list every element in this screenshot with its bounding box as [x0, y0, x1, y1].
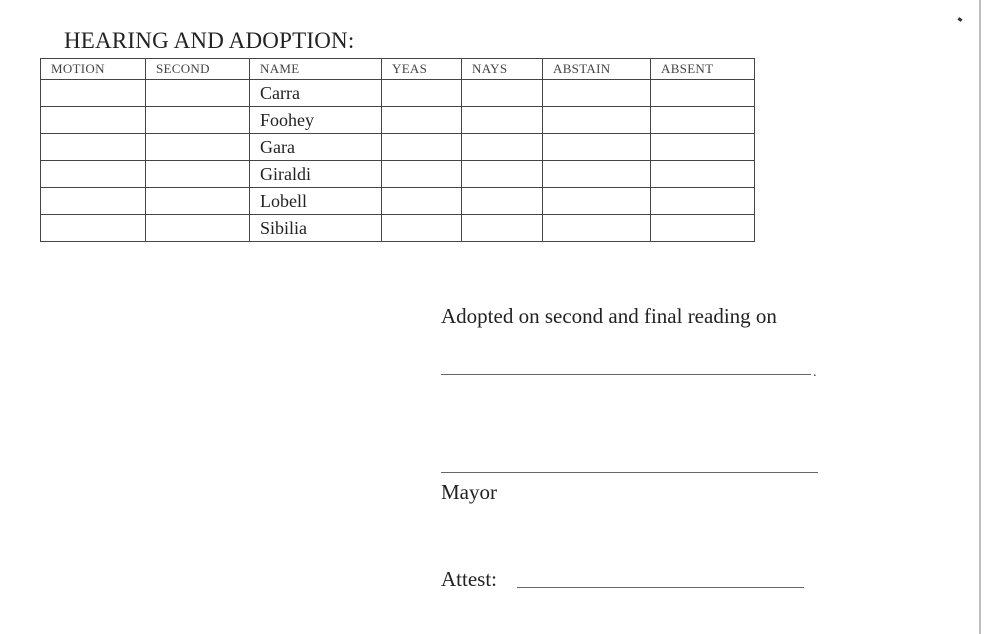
absent-cell[interactable] [651, 188, 755, 215]
adoption-date-line[interactable] [441, 374, 811, 375]
nays-cell[interactable] [462, 80, 543, 107]
motion-cell[interactable] [41, 80, 146, 107]
nays-cell[interactable] [462, 134, 543, 161]
header-nays: NAYS [462, 59, 543, 80]
abstain-cell[interactable] [543, 134, 651, 161]
council-member-name: Foohey [250, 107, 382, 134]
second-cell[interactable] [146, 188, 250, 215]
nays-cell[interactable] [462, 215, 543, 242]
council-member-name: Gara [250, 134, 382, 161]
motion-cell[interactable] [41, 161, 146, 188]
vote-table [40, 58, 755, 242]
yeas-cell[interactable] [382, 188, 462, 215]
scan-speck [958, 17, 963, 22]
motion-cell[interactable] [41, 107, 146, 134]
council-member-name: Carra [250, 80, 382, 107]
council-member-name: Giraldi [250, 161, 382, 188]
adoption-statement: Adopted on second and final reading on [441, 304, 777, 328]
yeas-cell[interactable] [382, 80, 462, 107]
motion-cell[interactable] [41, 215, 146, 242]
second-cell[interactable] [146, 161, 250, 188]
table-row [41, 134, 755, 161]
page-edge [979, 0, 981, 634]
abstain-cell[interactable] [543, 80, 651, 107]
absent-cell[interactable] [651, 215, 755, 242]
council-member-name: Sibilia [250, 215, 382, 242]
yeas-cell[interactable] [382, 107, 462, 134]
header-abstain: ABSTAIN [543, 59, 651, 80]
motion-cell[interactable] [41, 134, 146, 161]
absent-cell[interactable] [651, 107, 755, 134]
header-motion: MOTION [41, 59, 146, 80]
abstain-cell[interactable] [543, 107, 651, 134]
attest-signature-line[interactable] [517, 587, 804, 588]
abstain-cell[interactable] [543, 188, 651, 215]
motion-cell[interactable] [41, 188, 146, 215]
nays-cell[interactable] [462, 107, 543, 134]
table-row [41, 161, 755, 188]
absent-cell[interactable] [651, 80, 755, 107]
second-cell[interactable] [146, 134, 250, 161]
mayor-label: Mayor [441, 480, 497, 504]
vote-table-header-row [41, 59, 755, 80]
mayor-signature-line[interactable] [441, 472, 818, 473]
second-cell[interactable] [146, 215, 250, 242]
header-second: SECOND [146, 59, 250, 80]
section-title: HEARING AND ADOPTION: [64, 28, 355, 53]
nays-cell[interactable] [462, 161, 543, 188]
abstain-cell[interactable] [543, 215, 651, 242]
adoption-date-period: . [813, 365, 817, 380]
header-absent: ABSENT [651, 59, 755, 80]
header-name: NAME [250, 59, 382, 80]
table-row [41, 188, 755, 215]
table-row [41, 215, 755, 242]
yeas-cell[interactable] [382, 215, 462, 242]
absent-cell[interactable] [651, 161, 755, 188]
table-row [41, 107, 755, 134]
yeas-cell[interactable] [382, 161, 462, 188]
abstain-cell[interactable] [543, 161, 651, 188]
nays-cell[interactable] [462, 188, 543, 215]
absent-cell[interactable] [651, 134, 755, 161]
yeas-cell[interactable] [382, 134, 462, 161]
council-member-name: Lobell [250, 188, 382, 215]
table-row [41, 80, 755, 107]
attest-label: Attest: [441, 567, 497, 591]
second-cell[interactable] [146, 107, 250, 134]
header-yeas: YEAS [382, 59, 462, 80]
second-cell[interactable] [146, 80, 250, 107]
